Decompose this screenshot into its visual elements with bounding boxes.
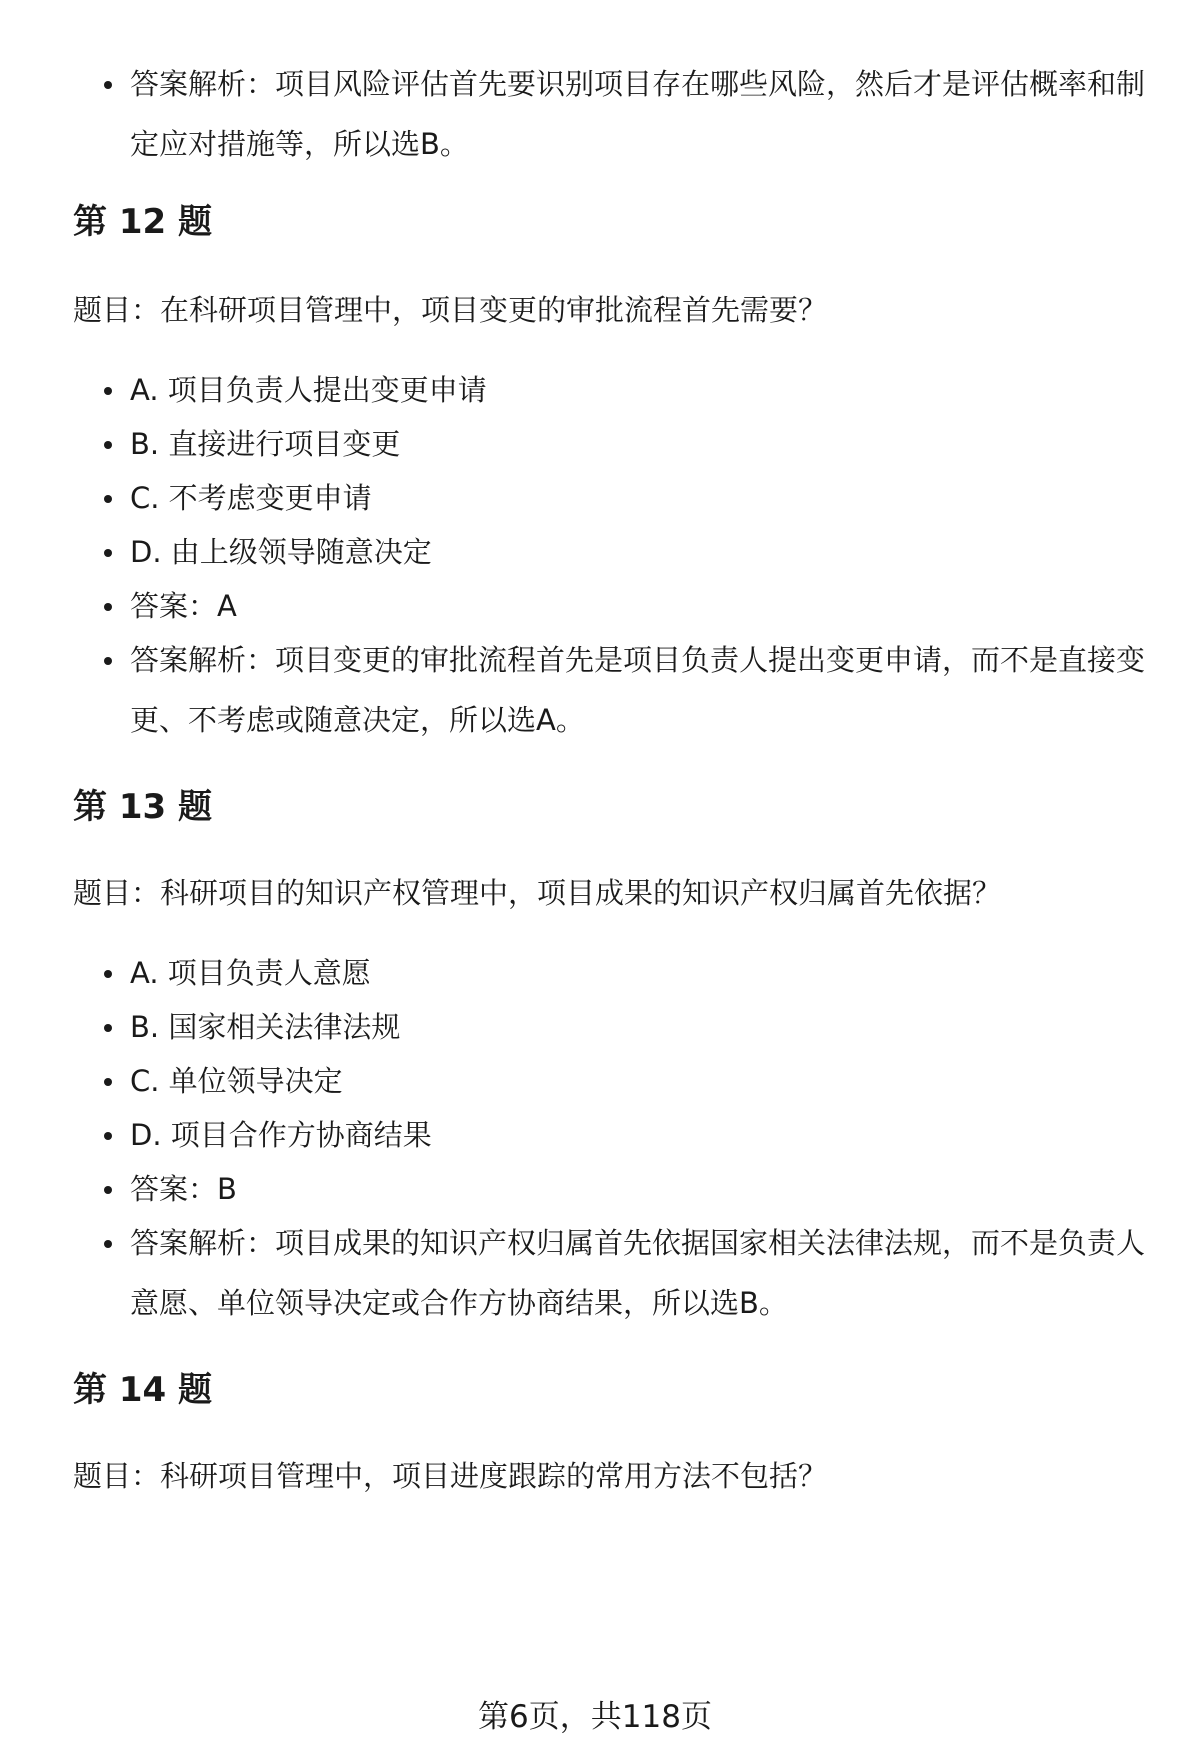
question-13-option-a: A. 项目负责人意愿 xyxy=(130,943,1160,1003)
question-13-option-d: D. 项目合作方协商结果 xyxy=(130,1105,1160,1165)
question-12-text: 题目：在科研项目管理中，项目变更的审批流程首先需要？ xyxy=(73,293,828,327)
question-13-option-c: C. 单位领导决定 xyxy=(130,1051,1160,1111)
question-13-text: 题目：科研项目的知识产权管理中，项目成果的知识产权归属首先依据？ xyxy=(73,876,1002,910)
prev-explanation: 答案解析：项目风险评估首先要识别项目存在哪些风险，然后才是评估概率和制定应对措施等，所以选B。 xyxy=(130,54,1160,174)
question-12-explanation: 答案解析：项目变更的审批流程首先是项目负责人提出变更申请，而不是直接变更、不考虑或随意决定，所以选A。 xyxy=(130,630,1160,750)
question-14-text: 题目：科研项目管理中，项目进度跟踪的常用方法不包括？ xyxy=(73,1459,828,1493)
question-14-heading: 第 14 题 xyxy=(73,1370,212,1410)
question-13-heading: 第 13 题 xyxy=(73,787,212,827)
question-13-option-b: B. 国家相关法律法规 xyxy=(130,997,1160,1057)
question-12-option-d: D. 由上级领导随意决定 xyxy=(130,522,1160,582)
page-number: 第6页，共118页 xyxy=(478,1699,712,1735)
question-13-explanation: 答案解析：项目成果的知识产权归属首先依据国家相关法律法规，而不是负责人意愿、单位领导决定或合作方协商结果，所以选B。 xyxy=(130,1213,1160,1333)
question-12-answer: 答案：A xyxy=(130,576,1160,636)
question-12-option-b: B. 直接进行项目变更 xyxy=(130,414,1160,474)
question-13-answer: 答案：B xyxy=(130,1159,1160,1219)
question-12-heading: 第 12 题 xyxy=(73,202,212,242)
question-12-option-c: C. 不考虑变更申请 xyxy=(130,468,1160,528)
question-12-option-a: A. 项目负责人提出变更申请 xyxy=(130,360,1160,420)
